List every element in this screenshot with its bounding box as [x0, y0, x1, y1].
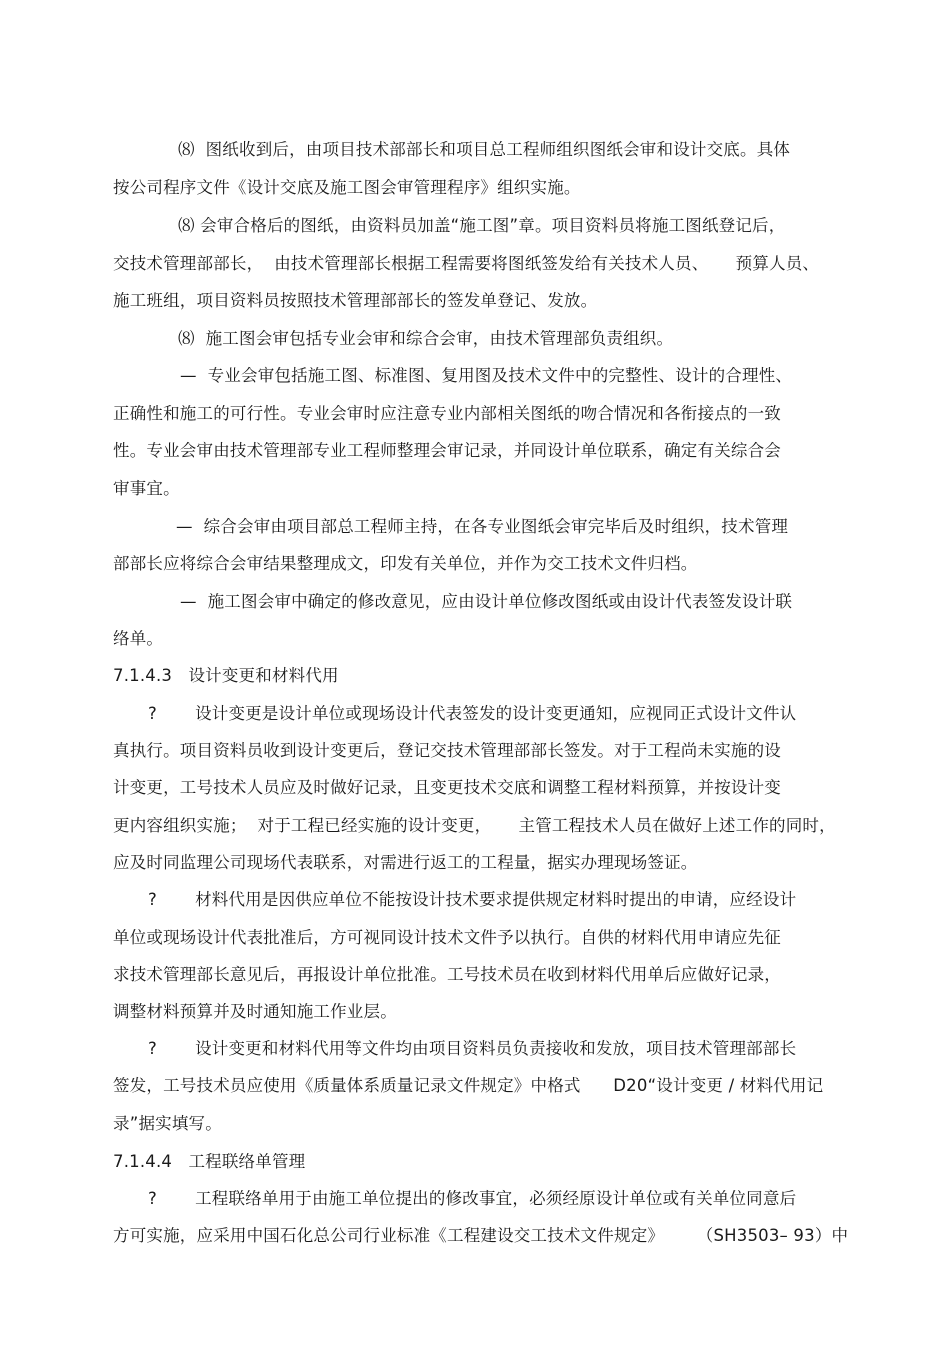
text-line: 部部长应将综合会审结果整理成文，印发有关单位，并作为交工技术文件归档。 — [113, 554, 698, 573]
text-line: 求技术管理部长意见后，再报设计单位批准。工号技术员在收到材料代用单后应做好记录， — [113, 965, 781, 984]
text-line: 络单。 — [113, 629, 164, 648]
text-line: 性。专业会审由技术管理部专业工程师整理会审记录，并同设计单位联系，确定有关综合会 — [113, 441, 781, 460]
text-line: 签发，工号技术员应使用《质量体系质量记录文件规定》中格式 D20“设计变更 / 材料代用记 — [113, 1076, 824, 1095]
text-line: 调整材料预算并及时通知施工作业层。 — [113, 1002, 397, 1021]
text-line: 应及时同监理公司现场代表联系，对需进行返工的工程量，据实办理现场签证。 — [113, 853, 698, 872]
text-line: 录”据实填写。 — [113, 1114, 222, 1133]
text-line: ? 材料代用是因供应单位不能按设计技术要求提供规定材料时提出的申请，应经设计 — [148, 890, 797, 909]
text-line: — 施工图会审中确定的修改意见，应由设计单位修改图纸或由设计代表签发设计联 — [180, 592, 793, 611]
text-line: — 综合会审由项目部总工程师主持，在各专业图纸会审完毕后及时组织，技术管理 — [176, 517, 789, 536]
text-line: ? 设计变更和材料代用等文件均由项目资料员负责接收和发放，项目技术管理部部长 — [148, 1039, 797, 1058]
text-line: 施工班组，项目资料员按照技术管理部部长的签发单登记、发放。 — [113, 291, 598, 310]
text-line: 按公司程序文件《设计交底及施工图会审管理程序》组织实施。 — [113, 178, 581, 197]
text-line: 正确性和施工的可行性。专业会审时应注意专业内部相关图纸的吻合情况和各衔接点的一致 — [113, 404, 781, 423]
section-heading: 7.1.4.3 设计变更和材料代用 — [113, 666, 339, 685]
section-heading: 7.1.4.4 工程联络单管理 — [113, 1152, 306, 1171]
text-line: ⑻ 图纸收到后，由项目技术部部长和项目总工程师组织图纸会审和设计交底。具体 — [178, 140, 791, 159]
text-line: ⑻ 会审合格后的图纸，由资料员加盖“施工图”章。项目资料员将施工图纸登记后， — [178, 216, 786, 235]
text-line: 单位或现场设计代表批准后，方可视同设计技术文件予以执行。自供的材料代用申请应先征 — [113, 928, 781, 947]
text-line: 交技术管理部部长， 由技术管理部长根据工程需要将图纸签发给有关技术人员、 预算人员、 — [113, 254, 820, 273]
text-line: 审事宜。 — [113, 479, 180, 498]
text-line: 更内容组织实施； 对于工程已经实施的设计变更， 主管工程技术人员在做好上述工作的同时， — [113, 816, 836, 835]
text-line: 方可实施，应采用中国石化总公司行业标准《工程建设交工技术文件规定》 （SH3503– 93）中 — [113, 1226, 849, 1245]
text-line: 计变更，工号技术人员应及时做好记录，且变更技术交底和调整工程材料预算，并按设计变 — [113, 778, 781, 797]
text-line: ? 工程联络单用于由施工单位提出的修改事宜，必须经原设计单位或有关单位同意后 — [148, 1189, 797, 1208]
text-line: ? 设计变更是设计单位或现场设计代表签发的设计变更通知，应视同正式设计文件认 — [148, 704, 797, 723]
text-line: ⑻ 施工图会审包括专业会审和综合会审，由技术管理部负责组织。 — [178, 329, 674, 348]
text-line: — 专业会审包括施工图、标准图、复用图及技术文件中的完整性、设计的合理性、 — [180, 366, 793, 385]
text-line: 真执行。项目资料员收到设计变更后，登记交技术管理部部长签发。对于工程尚未实施的设 — [113, 741, 781, 760]
